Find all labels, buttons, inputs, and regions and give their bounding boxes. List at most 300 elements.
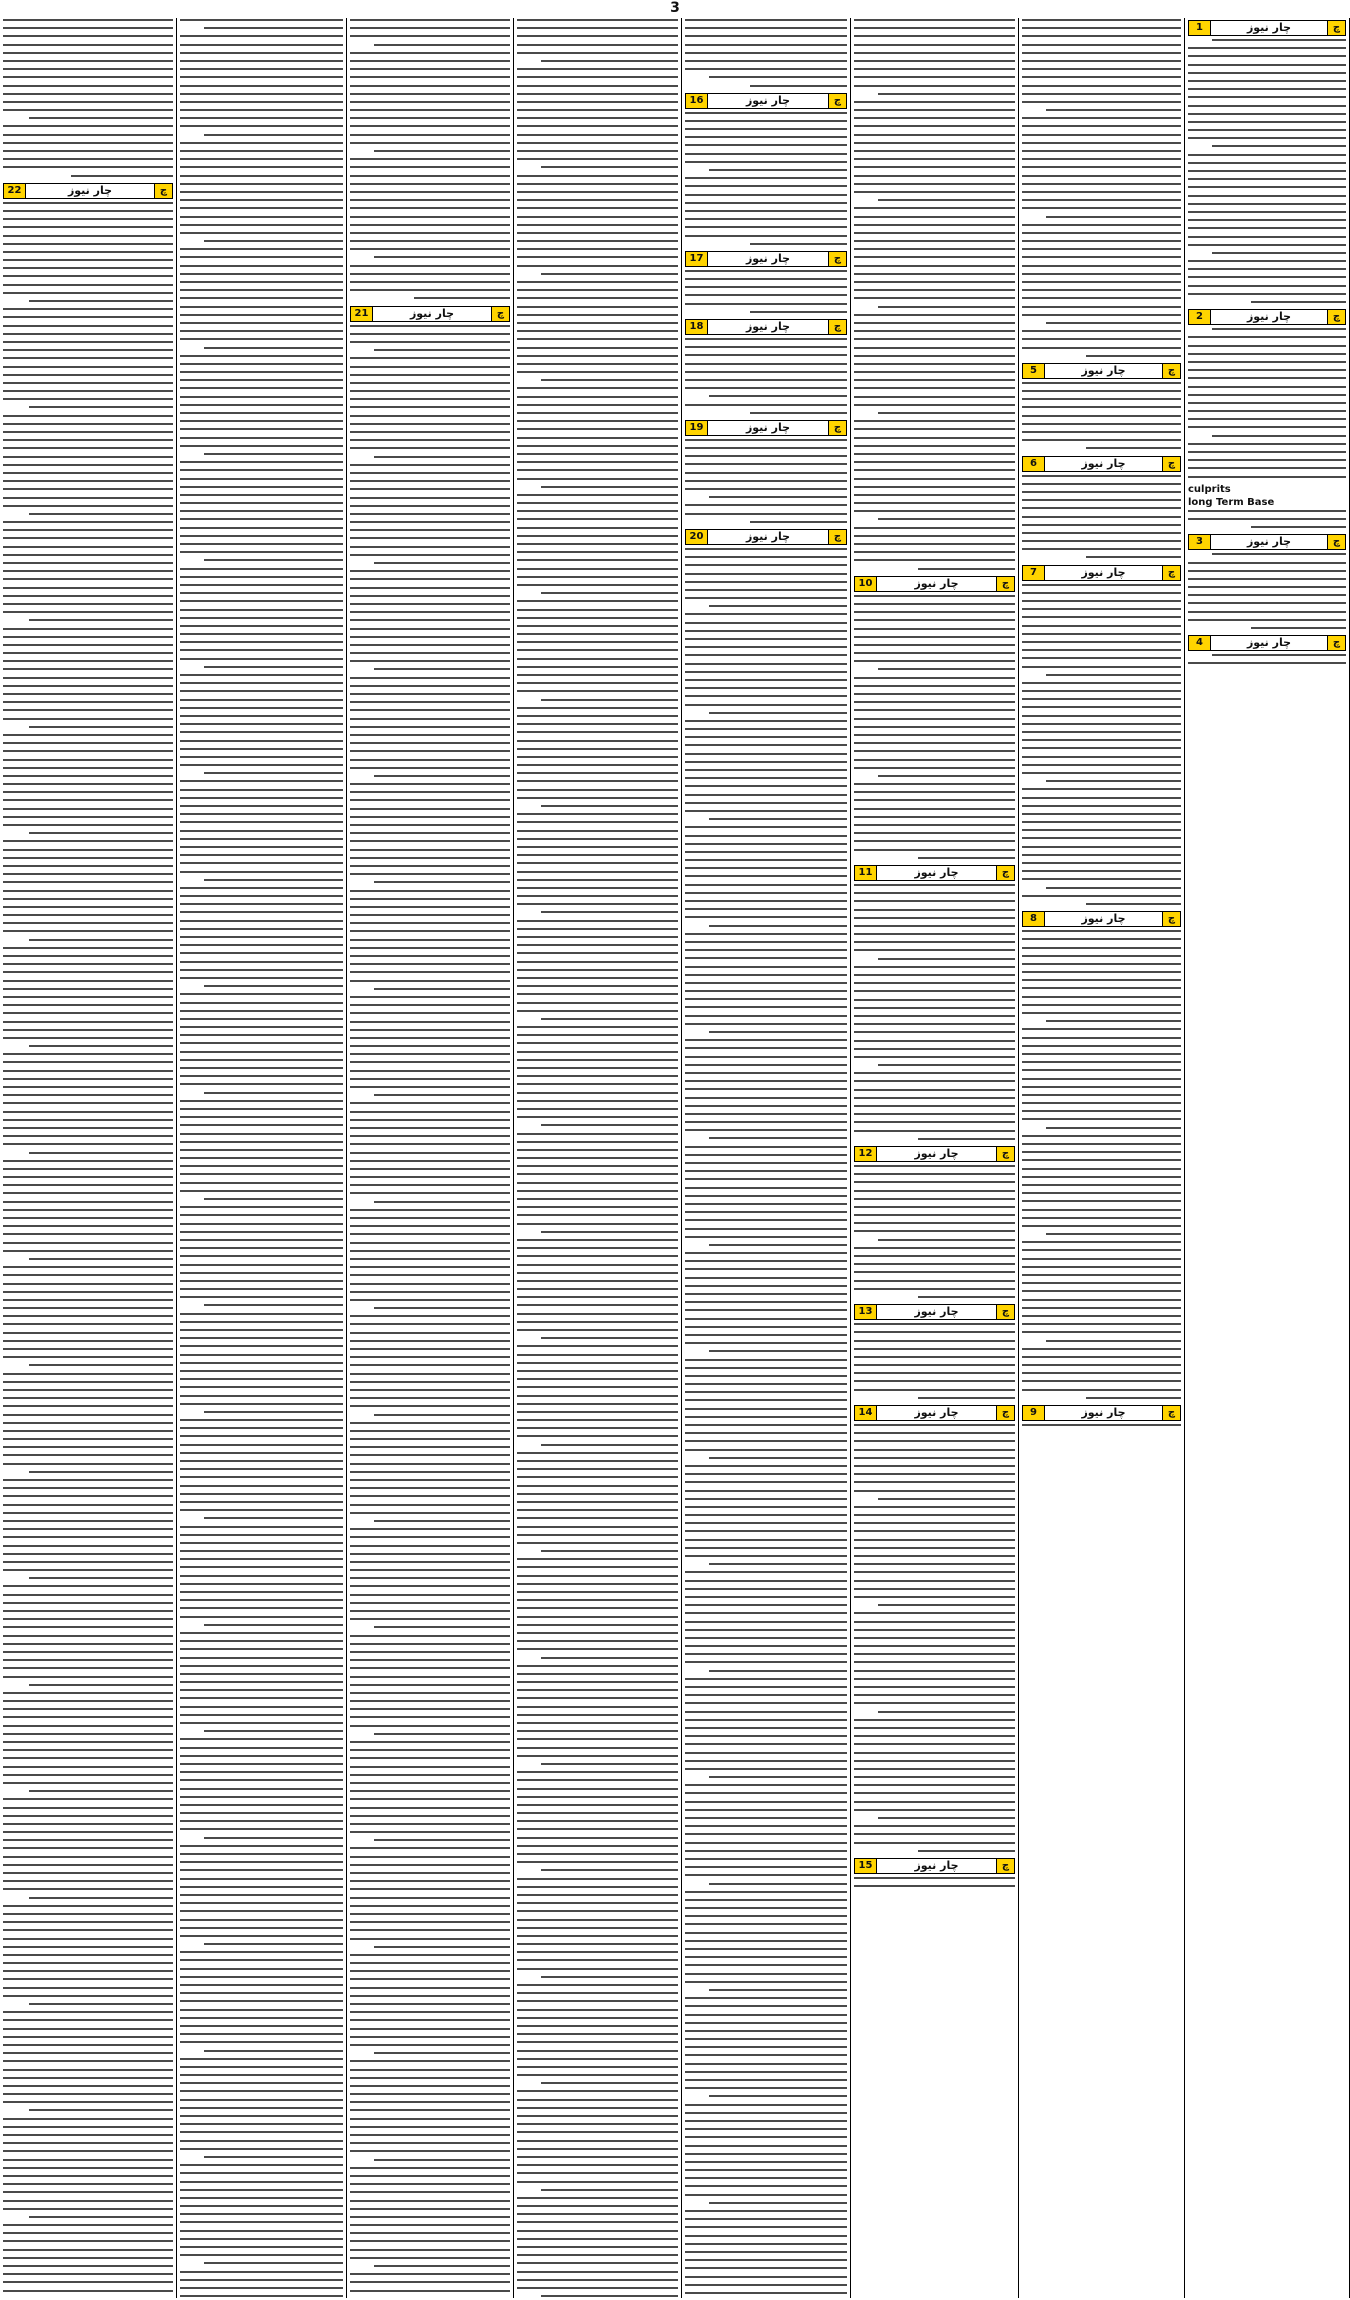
text-line bbox=[685, 1432, 847, 1434]
text-line bbox=[517, 1370, 678, 1372]
text-line bbox=[854, 281, 1015, 283]
text-line bbox=[3, 718, 173, 720]
text-line bbox=[3, 1266, 173, 1268]
text-line bbox=[918, 1138, 1015, 1140]
text-line bbox=[854, 1596, 1015, 1598]
text-line bbox=[685, 1473, 847, 1475]
text-line bbox=[854, 1280, 1015, 1282]
text-line bbox=[3, 2060, 173, 2062]
text-line bbox=[180, 502, 343, 504]
text-line bbox=[685, 2128, 847, 2130]
text-line bbox=[1022, 747, 1181, 749]
text-line bbox=[685, 202, 847, 204]
text-line bbox=[517, 1943, 678, 1945]
text-line bbox=[517, 1558, 678, 1560]
text-line bbox=[180, 682, 343, 684]
text-line bbox=[1022, 1143, 1181, 1145]
text-line bbox=[1022, 483, 1181, 485]
text-line bbox=[180, 2025, 343, 2027]
text-line bbox=[350, 832, 510, 834]
text-line bbox=[350, 1962, 510, 1964]
news-item-title: چار نیوز bbox=[745, 320, 791, 333]
brand-logo-icon: چ bbox=[996, 1305, 1014, 1319]
text-line bbox=[1022, 347, 1181, 349]
text-line bbox=[685, 1768, 847, 1770]
text-line bbox=[854, 1449, 1015, 1451]
text-line bbox=[1188, 219, 1346, 221]
text-line bbox=[517, 535, 678, 537]
text-line bbox=[517, 1485, 678, 1487]
text-line bbox=[1188, 410, 1346, 412]
text-line bbox=[517, 314, 678, 316]
text-line bbox=[517, 396, 678, 398]
text-line bbox=[709, 2095, 847, 2097]
text-line bbox=[685, 513, 847, 515]
text-line bbox=[709, 925, 847, 927]
text-line bbox=[3, 1594, 173, 1596]
text-line bbox=[854, 1743, 1015, 1745]
text-line bbox=[1022, 183, 1181, 185]
news-item-header bbox=[1022, 911, 1181, 927]
text-line bbox=[350, 273, 510, 275]
text-line bbox=[3, 1618, 173, 1620]
text-line bbox=[854, 502, 1015, 504]
text-line bbox=[517, 1566, 678, 1568]
text-line bbox=[204, 2262, 343, 2264]
text-line bbox=[1022, 1315, 1181, 1317]
text-line bbox=[541, 1444, 678, 1446]
text-line bbox=[350, 718, 510, 720]
text-line bbox=[3, 44, 173, 46]
text-line bbox=[180, 93, 343, 95]
text-line bbox=[517, 1042, 678, 1044]
text-line bbox=[3, 1815, 173, 1817]
text-line bbox=[3, 2290, 173, 2292]
text-line bbox=[685, 1154, 847, 1156]
text-line bbox=[180, 1959, 343, 1961]
text-line bbox=[180, 1566, 343, 1568]
text-line bbox=[685, 185, 847, 187]
text-line bbox=[180, 1386, 343, 1388]
text-line bbox=[854, 478, 1015, 480]
text-line bbox=[3, 857, 173, 859]
text-line bbox=[1188, 619, 1346, 621]
text-line bbox=[517, 862, 678, 864]
text-line bbox=[1046, 109, 1181, 111]
text-line bbox=[71, 175, 173, 177]
text-line bbox=[854, 1506, 1015, 1508]
text-line bbox=[854, 982, 1015, 984]
text-line bbox=[180, 2197, 343, 2199]
text-line bbox=[3, 1323, 173, 1325]
text-line bbox=[854, 808, 1015, 810]
text-line bbox=[350, 357, 510, 359]
text-line bbox=[685, 354, 847, 356]
text-line bbox=[350, 1127, 510, 1129]
text-line bbox=[517, 2123, 678, 2125]
text-line bbox=[517, 1517, 678, 1519]
text-line bbox=[1188, 88, 1346, 90]
text-line bbox=[878, 1604, 1015, 1606]
text-line bbox=[1188, 47, 1346, 49]
text-line bbox=[3, 1520, 173, 1522]
text-line bbox=[180, 1697, 343, 1699]
text-line bbox=[180, 690, 343, 692]
text-line bbox=[3, 35, 173, 37]
text-line bbox=[3, 1053, 173, 1055]
text-line bbox=[541, 1550, 678, 1552]
text-line bbox=[3, 971, 173, 973]
text-line bbox=[854, 1356, 1015, 1358]
text-line bbox=[854, 799, 1015, 801]
brand-logo-icon: چ bbox=[1327, 636, 1345, 650]
text-line bbox=[1022, 1184, 1181, 1186]
text-line bbox=[1022, 19, 1181, 21]
text-line bbox=[685, 1383, 847, 1385]
text-line bbox=[709, 712, 847, 714]
text-line bbox=[350, 808, 510, 810]
text-line bbox=[180, 1968, 343, 1970]
text-line bbox=[350, 1323, 510, 1325]
text-line bbox=[3, 1422, 173, 1424]
text-line bbox=[517, 142, 678, 144]
text-line bbox=[180, 1206, 343, 1208]
text-line bbox=[854, 1165, 1015, 1167]
text-line bbox=[685, 1203, 847, 1205]
text-line bbox=[878, 412, 1015, 414]
news-item-header bbox=[685, 251, 847, 267]
text-line bbox=[685, 1195, 847, 1197]
text-line bbox=[350, 398, 510, 400]
text-line bbox=[180, 1116, 343, 1118]
text-line bbox=[854, 1833, 1015, 1835]
text-line bbox=[350, 890, 510, 892]
text-line bbox=[180, 2017, 343, 2019]
text-line bbox=[517, 780, 678, 782]
news-item-body bbox=[1188, 552, 1346, 629]
text-line bbox=[685, 564, 847, 566]
text-line bbox=[685, 867, 847, 869]
text-line bbox=[918, 1850, 1015, 1852]
text-line bbox=[517, 1886, 678, 1888]
text-line bbox=[517, 1173, 678, 1175]
text-line bbox=[685, 1915, 847, 1917]
text-line bbox=[517, 1059, 678, 1061]
text-line bbox=[685, 1490, 847, 1492]
text-line bbox=[1188, 170, 1346, 172]
text-line bbox=[1022, 44, 1181, 46]
text-line bbox=[685, 2079, 847, 2081]
news-item bbox=[1188, 20, 1346, 303]
text-line bbox=[709, 1989, 847, 1991]
news-item-body bbox=[854, 1322, 1015, 1399]
text-line bbox=[685, 2054, 847, 2056]
text-line bbox=[517, 1951, 678, 1953]
text-line bbox=[854, 44, 1015, 46]
text-line bbox=[685, 153, 847, 155]
news-item-body bbox=[1188, 327, 1346, 528]
text-line bbox=[3, 595, 173, 597]
text-line bbox=[1188, 96, 1346, 98]
text-line bbox=[685, 998, 847, 1000]
text-line bbox=[685, 613, 847, 615]
english-text: long Term Base bbox=[1188, 496, 1275, 508]
text-line bbox=[3, 1872, 173, 1874]
text-line bbox=[3, 1978, 173, 1980]
text-line bbox=[1188, 162, 1346, 164]
text-line bbox=[180, 19, 343, 21]
text-line bbox=[854, 1348, 1015, 1350]
text-line bbox=[854, 273, 1015, 275]
news-item-body bbox=[517, 18, 678, 2298]
text-line bbox=[517, 2058, 678, 2060]
text-line bbox=[1086, 556, 1181, 558]
text-line bbox=[685, 363, 847, 365]
text-line bbox=[180, 2074, 343, 2076]
text-line bbox=[685, 646, 847, 648]
text-line bbox=[180, 1403, 343, 1405]
text-line bbox=[180, 952, 343, 954]
text-line bbox=[3, 1242, 173, 1244]
text-line bbox=[517, 772, 678, 774]
text-line bbox=[541, 166, 678, 168]
text-line bbox=[517, 1182, 678, 1184]
text-line bbox=[350, 816, 510, 818]
text-line bbox=[685, 1228, 847, 1230]
news-item-number: 4 bbox=[1189, 636, 1211, 650]
text-line bbox=[180, 1665, 343, 1667]
text-line bbox=[3, 1929, 173, 1931]
text-line bbox=[414, 297, 510, 299]
text-line bbox=[350, 175, 510, 177]
text-line bbox=[685, 1080, 847, 1082]
text-line bbox=[3, 865, 173, 867]
text-line bbox=[1188, 293, 1346, 295]
news-item bbox=[1022, 1405, 1181, 1426]
text-line bbox=[1188, 195, 1346, 197]
text-line bbox=[180, 355, 343, 357]
text-line bbox=[3, 1348, 173, 1350]
text-line bbox=[517, 85, 678, 87]
text-line bbox=[180, 256, 343, 258]
text-line bbox=[517, 175, 678, 177]
text-line bbox=[350, 2085, 510, 2087]
text-line bbox=[350, 529, 510, 531]
text-line bbox=[1022, 415, 1181, 417]
text-line bbox=[180, 273, 343, 275]
text-line bbox=[180, 625, 343, 627]
text-line bbox=[685, 1653, 847, 1655]
text-line bbox=[854, 387, 1015, 389]
news-item-header bbox=[854, 576, 1015, 592]
text-line bbox=[685, 2226, 847, 2228]
text-line bbox=[3, 2093, 173, 2095]
text-line bbox=[517, 1395, 678, 1397]
text-line bbox=[350, 1667, 510, 1669]
text-line bbox=[1022, 224, 1181, 226]
text-line bbox=[1188, 443, 1346, 445]
text-line bbox=[3, 382, 173, 384]
text-line bbox=[3, 791, 173, 793]
text-line bbox=[180, 551, 343, 553]
text-line bbox=[685, 1440, 847, 1442]
text-line bbox=[180, 437, 343, 439]
text-line bbox=[854, 1580, 1015, 1582]
text-line bbox=[1022, 1135, 1181, 1137]
text-line bbox=[685, 1923, 847, 1925]
news-item-body bbox=[1188, 653, 1346, 664]
text-line bbox=[854, 718, 1015, 720]
text-line bbox=[180, 2107, 343, 2109]
news-item-number: 14 bbox=[855, 1406, 877, 1420]
text-line bbox=[350, 1225, 510, 1227]
text-line bbox=[1022, 1012, 1181, 1014]
text-line bbox=[517, 559, 678, 561]
text-line bbox=[517, 338, 678, 340]
text-line bbox=[1022, 330, 1181, 332]
text-line bbox=[3, 709, 173, 711]
text-line bbox=[204, 1624, 343, 1626]
text-line bbox=[180, 68, 343, 70]
text-line bbox=[1188, 602, 1346, 604]
text-line bbox=[3, 1954, 173, 1956]
text-line bbox=[374, 1946, 510, 1948]
text-line bbox=[350, 1192, 510, 1194]
text-line bbox=[350, 2069, 510, 2071]
text-line bbox=[3, 1807, 173, 1809]
text-line bbox=[1188, 113, 1346, 115]
text-line bbox=[3, 150, 173, 152]
text-line bbox=[350, 191, 510, 193]
text-line bbox=[180, 969, 343, 971]
text-line bbox=[517, 2009, 678, 2011]
text-line bbox=[517, 764, 678, 766]
text-line bbox=[29, 1684, 174, 1686]
text-line bbox=[517, 297, 678, 299]
text-line bbox=[1022, 93, 1181, 95]
text-line bbox=[517, 1968, 678, 1970]
text-line bbox=[3, 1405, 173, 1407]
text-line bbox=[517, 1526, 678, 1528]
news-item-number: 11 bbox=[855, 866, 877, 880]
text-line bbox=[3, 166, 173, 168]
text-line bbox=[29, 513, 174, 515]
text-line bbox=[3, 2134, 173, 2136]
text-line bbox=[180, 928, 343, 930]
text-line bbox=[685, 210, 847, 212]
text-line bbox=[350, 1831, 510, 1833]
text-line bbox=[350, 1938, 510, 1940]
text-line bbox=[180, 2271, 343, 2273]
text-line bbox=[350, 1577, 510, 1579]
text-line bbox=[3, 1094, 173, 1096]
text-line bbox=[854, 742, 1015, 744]
text-line bbox=[854, 224, 1015, 226]
text-line bbox=[517, 2099, 678, 2101]
text-line bbox=[1022, 706, 1181, 708]
news-item-number: 19 bbox=[686, 421, 708, 435]
text-line bbox=[517, 1894, 678, 1896]
text-line bbox=[180, 281, 343, 283]
text-line bbox=[204, 347, 343, 349]
text-line bbox=[3, 1987, 173, 1989]
text-line bbox=[1212, 435, 1346, 437]
text-line bbox=[709, 1563, 847, 1565]
text-line bbox=[517, 2238, 678, 2240]
brand-logo-icon: چ bbox=[1327, 310, 1345, 324]
text-line bbox=[517, 952, 678, 954]
text-line bbox=[1022, 134, 1181, 136]
text-line bbox=[1022, 1307, 1181, 1309]
text-line bbox=[3, 898, 173, 900]
text-line bbox=[350, 2093, 510, 2095]
text-line bbox=[29, 1897, 174, 1899]
text-line bbox=[685, 439, 847, 441]
news-item-number: 9 bbox=[1023, 1406, 1045, 1420]
text-line bbox=[180, 1501, 343, 1503]
text-line bbox=[180, 1878, 343, 1880]
text-line bbox=[685, 1342, 847, 1344]
text-line bbox=[350, 1864, 510, 1866]
text-line bbox=[374, 1414, 510, 1416]
text-line bbox=[1022, 1323, 1181, 1325]
text-line bbox=[350, 1143, 510, 1145]
text-line bbox=[854, 677, 1015, 679]
text-line bbox=[878, 1498, 1015, 1500]
text-line bbox=[3, 1176, 173, 1178]
news-item-body bbox=[1022, 18, 1181, 357]
text-line bbox=[517, 1919, 678, 1921]
text-line bbox=[854, 1768, 1015, 1770]
text-line bbox=[3, 775, 173, 777]
text-line bbox=[3, 1946, 173, 1948]
text-line bbox=[204, 27, 343, 29]
text-line bbox=[517, 420, 678, 422]
text-line bbox=[1022, 281, 1181, 283]
text-line bbox=[3, 570, 173, 572]
text-line bbox=[180, 1706, 343, 1708]
news-item bbox=[854, 865, 1015, 1140]
text-line bbox=[1188, 336, 1346, 338]
text-line bbox=[350, 1446, 510, 1448]
text-line bbox=[685, 597, 847, 599]
text-line bbox=[1046, 322, 1181, 324]
news-item-body bbox=[685, 547, 847, 2298]
column-2 bbox=[1019, 18, 1185, 2298]
text-line bbox=[854, 85, 1015, 87]
text-line bbox=[3, 1430, 173, 1432]
text-line bbox=[517, 347, 678, 349]
text-line bbox=[3, 398, 173, 400]
text-line bbox=[3, 2208, 173, 2210]
text-line bbox=[3, 1438, 173, 1440]
text-line bbox=[685, 218, 847, 220]
text-line bbox=[350, 865, 510, 867]
text-line bbox=[1022, 398, 1181, 400]
text-line bbox=[685, 679, 847, 681]
text-line bbox=[350, 341, 510, 343]
text-line bbox=[3, 906, 173, 908]
text-line bbox=[350, 660, 510, 662]
text-line bbox=[685, 447, 847, 449]
text-line bbox=[854, 52, 1015, 54]
text-line bbox=[180, 52, 343, 54]
column-7 bbox=[177, 18, 347, 2298]
text-line bbox=[204, 2156, 343, 2158]
text-line bbox=[517, 1411, 678, 1413]
text-line bbox=[1022, 142, 1181, 144]
news-item-body bbox=[180, 18, 343, 2298]
